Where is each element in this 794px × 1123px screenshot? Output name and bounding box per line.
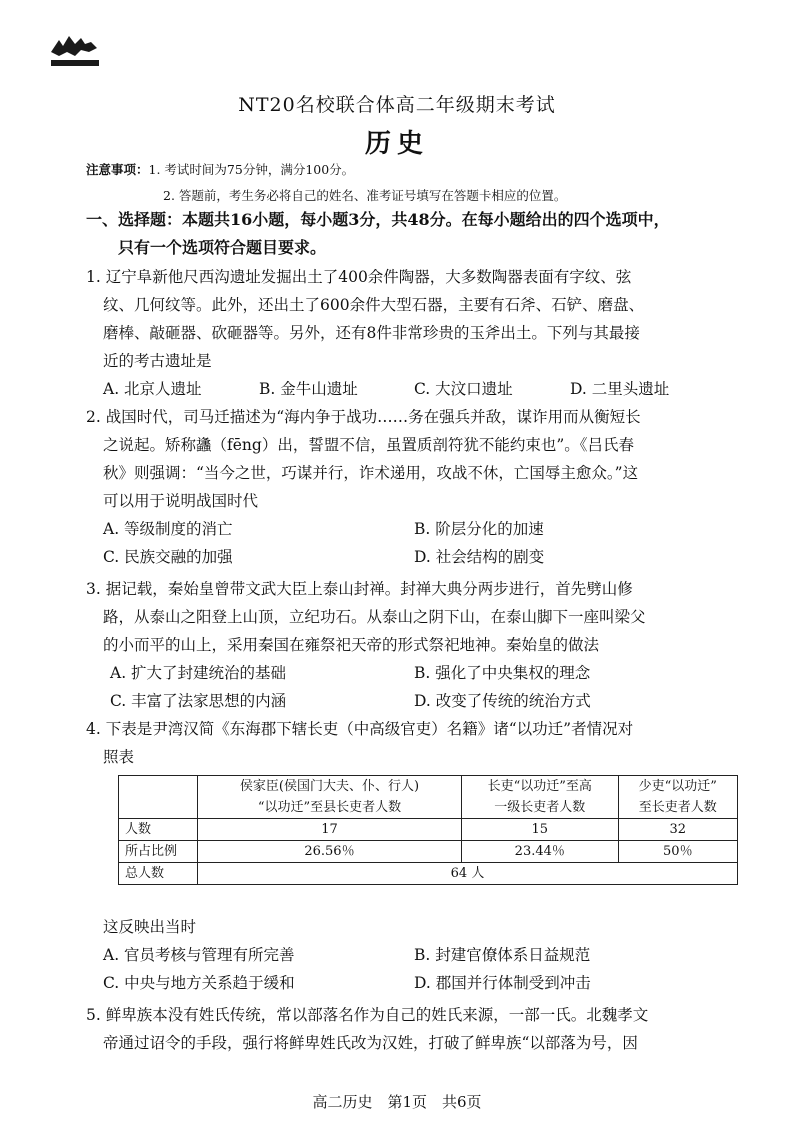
option-b: B. 强化了中央集权的理念 [414,664,591,682]
option-c: C. 中央与地方关系趋于缓和 [103,974,295,992]
question-text: 2. 战国时代，司马迁描述为“海内争于战功……务在强兵并敌，谋诈用而从衡短长 [86,408,641,426]
section-heading-cont: 只有一个选项符合题目要求。 [118,238,327,257]
table-header-cell: 至长吏者人数 [618,797,737,819]
table-row [119,819,738,841]
option-d: D. 二里头遗址 [570,380,670,398]
table-header-cell: 侯家臣(侯国门大夫、仆、行人) [198,776,462,798]
option-d: D. 社会结构的剧变 [414,548,545,566]
table-row [119,841,738,863]
option-c: C. 大汶口遗址 [414,380,513,398]
table-row [119,863,738,885]
question-text: 路，从泰山之阳登上山顶，立纪功石。从泰山之阴下山，在泰山脚下一座叫梁父 [103,608,646,626]
table-cell: 50％ [618,841,737,863]
table-cell: 23.44％ [461,841,618,863]
table-cell: 32 [618,819,737,841]
option-c: C. 民族交融的加强 [103,548,233,566]
question-text: 帝通过诏令的手段，强行将鲜卑姓氏改为汉姓，打破了鲜卑族“以部落为号，因 [103,1034,638,1052]
question-text: 4. 下表是尹湾汉简《东海郡下辖长吏（中高级官吏）名籍》诸“以功迁”者情况对 [86,720,634,738]
question-text: 5. 鲜卑族本没有姓氏传统，常以部落名作为自己的姓氏来源，一部一氏。北魏孝文 [86,1006,649,1024]
table-header-cell: 长吏“以功迁”至高 [461,776,618,798]
subject-title: 历史 [364,129,429,159]
data-table [118,775,738,885]
option-d: D. 改变了传统的统治方式 [414,692,591,710]
option-a: A. 扩大了封建统治的基础 [110,664,287,682]
question-text: 近的考古遗址是 [103,352,212,370]
question-text: 的小而平的山上，采用秦国在雍祭祀天帝的形式祭祀地神。秦始皇的做法 [103,636,600,654]
table-cell: 17 [198,819,462,841]
table-header-row [119,797,738,819]
table-header-cell: “以功迁”至县长吏者人数 [198,797,462,819]
option-a: A. 北京人遗址 [103,380,202,398]
question-text: 这反映出当时 [103,918,197,936]
section-heading: 一、选择题：本题共16小题，每小题3分，共48分。在每小题给出的四个选项中， [86,210,670,229]
table-row-label: 总人数 [119,863,198,885]
option-a: A. 等级制度的消亡 [103,520,233,538]
publisher-logo [45,30,105,72]
option-b: B. 阶层分化的加速 [414,520,544,538]
table-header-cell: 少吏“以功迁” [618,776,737,798]
option-a: A. 官员考核与管理有所完善 [103,946,295,964]
question-text: 3. 据记载，秦始皇曾带文武大臣上泰山封禅。封禅大典分两步进行，首先劈山修 [86,580,633,598]
table-row-label: 人数 [119,819,198,841]
question-text: 照表 [103,748,135,766]
question-text: 1. 辽宁阜新他尺西沟遗址发掘出土了400余件陶器，大多数陶器表面有字纹、弦 [86,268,632,286]
table-cell: 15 [461,819,618,841]
question-text: 磨棒、敲砸器、砍砸器等。另外，还有8件非常珍贵的玉斧出土。下列与其最接 [103,324,640,342]
exam-title: NT20名校联合体高二年级期末考试 [238,94,556,116]
notes-item: 1. 考试时间为75分钟，满分100分。 [148,162,355,177]
option-c: C. 丰富了法家思想的内涵 [110,692,287,710]
question-text: 秋》则强调：“当今之世，巧谋并行，诈术递用，攻战不休，亡国辱主愈众。”这 [103,464,639,482]
page-footer: 高二历史 第1页 共6页 [312,1093,482,1111]
table-header-cell: 一级长吏者人数 [461,797,618,819]
question-text: 之说起。矫称蠭（fēng）出，誓盟不信，虽置质剖符犹不能约束也”。《吕氏春 [103,436,634,454]
notes-label: 注意事项： [86,162,149,177]
table-total-cell: 64 人 [198,863,738,885]
table-corner-cell [119,776,198,819]
option-b: B. 金牛山遗址 [259,380,358,398]
notes-line-1 [86,160,354,178]
table-row-label: 所占比例 [119,841,198,863]
notes-item: 2. 答题前，考生务必将自己的姓名、准考证号填写在答题卡相应的位置。 [163,188,567,203]
table-header-row [119,776,738,798]
question-text: 纹、几何纹等。此外，还出土了600余件大型石器，主要有石斧、石铲、磨盘、 [103,296,645,314]
question-text: 可以用于说明战国时代 [103,492,259,510]
option-b: B. 封建官僚体系日益规范 [414,946,591,964]
table-cell: 26.56％ [198,841,462,863]
option-d: D. 郡国并行体制受到冲击 [414,974,591,992]
